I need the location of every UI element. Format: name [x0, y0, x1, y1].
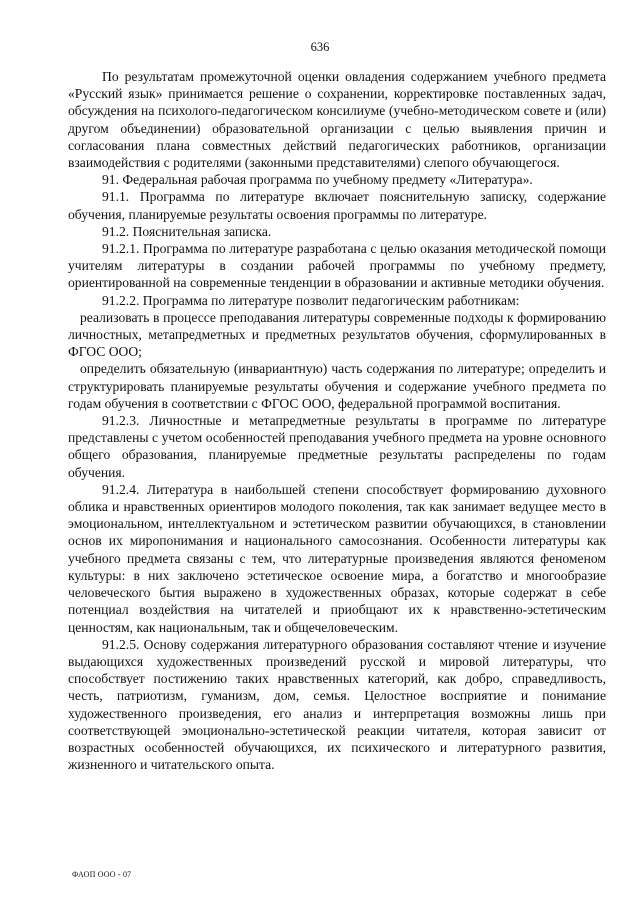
paragraph-assessment-results: По результатам промежуточной оценки овладения содержанием учебного предмета «Русский язык» принимается решение о сохранении, корректировке поставленных задач, обсуждения на психолого-педагогическом консилиуме (учебно-методическом совете и (или) другом объединении) образовательной организации с целью выявления причин и согласования плана совместных действий педагогических работников, организации взаимодействия с родителями (законными представителями) слепого обучающегося. — [68, 69, 606, 171]
document-body — [68, 68, 606, 773]
paragraph-91-2-2: 91.2.2. Программа по литературе позволит педагогическим работникам: — [102, 292, 520, 308]
page-number: 636 — [310, 40, 330, 54]
footer-document-code: ФАОП ООО - 07 — [72, 870, 132, 879]
list-item-define: определить обязательную (инвариантную) часть содержания по литературе; определить и структурировать планируемые результаты обучения и содержание учебного предмета по годам обучения в соответствии с ФГОС ООО, федеральной программой воспитания. — [68, 361, 606, 411]
paragraph-91-2-heading: 91.2. Пояснительная записка. — [102, 223, 272, 239]
list-item-implement: реализовать в процессе преподавания литературы современные подходы к формированию личностных, метапредметных и предметных результатов обучения, сформулированных в ФГОС ООО; — [68, 309, 606, 360]
paragraph-91-1: 91.1. Программа по литературе включает пояснительную записку, содержание обучения, планируемые результаты освоения программы по литературе. — [68, 189, 606, 222]
paragraph-91-heading: 91. Федеральная рабочая программа по учебному предмету «Литература». — [102, 172, 533, 188]
paragraph-91-2-1: 91.2.1. Программа по литературе разработана с целью оказания методической помощи учителям литературы в создании рабочей программы по учебному предмету, ориентированной на современные тенденции в образовании и активные методики обучения. — [68, 241, 606, 291]
paragraph-91-2-5: 91.2.5. Основу содержания литературного образования составляют чтение и изучение выдающихся художественных произведений русской и мировой литературы, что способствует постижению таких нравственных категорий, как добро, справедливость, честь, патриотизм, гуманизм, дом, семья. Целостное восприятие и понимание художественного произведения, его анализ и интерпретация возможны лишь при соответствующей эмоционально-эстетической реакции читателя, которая зависит от возрастных особенностей обучающихся, их психического и литературного развития, жизненного и читательского опыта. — [68, 636, 606, 773]
paragraph-91-2-3: 91.2.3. Личностные и метапредметные результаты в программе по литературе представлены с учетом особенностей преподавания учебного предмета на уровне основного общего образования, планируемые предметные результаты распределены по годам обучения. — [68, 413, 606, 480]
paragraph-91-2-4: 91.2.4. Литература в наибольшей степени способствует формированию духовного облика и нравственных ориентиров молодого поколения, так как занимает ведущее место в эмоциональном, интеллектуальном и эстетическом развитии обучающихся, в становлении основ их миропонимания и национального самосознания. Особенности литературы как учебного предмета связаны с тем, что литературные произведения являются феноменом культуры: в них заключено эстетическое освоение мира, а богатство и многообразие человеческого бытия выражено в художественных образах, которые содержат в себе потенциал воздействия на читателей и приобщают их к нравственно-эстетическим ценностям, как национальным, так и общечеловеческим. — [68, 481, 606, 635]
